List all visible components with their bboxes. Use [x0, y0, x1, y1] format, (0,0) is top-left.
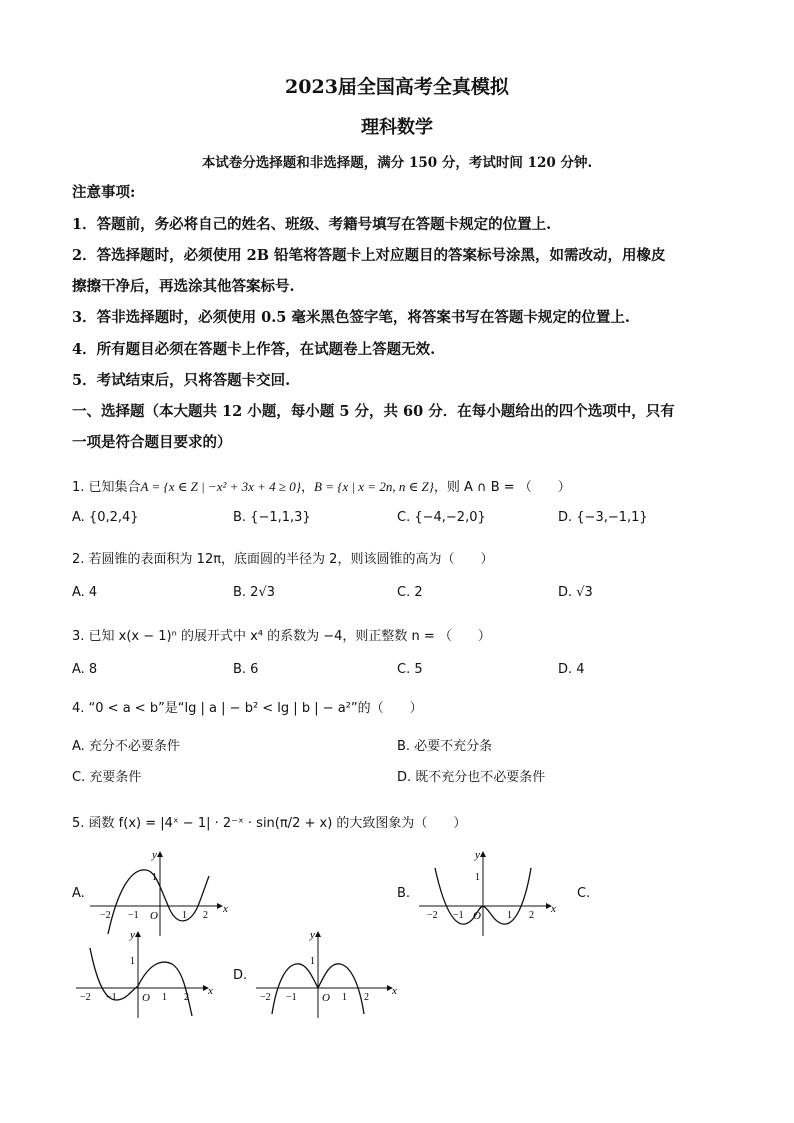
- option-b: B. 必要不充分条: [397, 739, 493, 754]
- option-b: B. 2√3: [233, 585, 276, 600]
- notice-item: 1．答题前，务必将自己的姓名、班级、考籍号填写在答题卡规定的位置上.: [72, 216, 552, 233]
- y-label: y: [475, 849, 480, 861]
- option-c: C. 2: [397, 585, 423, 600]
- question-1-prefix: 1. 已知集合: [72, 480, 141, 495]
- option-a: A. 4: [72, 585, 98, 600]
- x-tick-label: −1: [106, 992, 117, 1003]
- y-tick-label: 1: [475, 872, 480, 883]
- x-tick-label: 1: [162, 992, 167, 1003]
- x-tick-label: 2: [184, 992, 189, 1003]
- y-label: y: [152, 849, 157, 861]
- origin-label: O: [150, 910, 158, 922]
- y-tick-label: 1: [130, 956, 135, 967]
- graph-d: [252, 928, 402, 1020]
- x-tick-label: 1: [182, 910, 187, 921]
- origin-label: O: [142, 992, 150, 1004]
- x-label: x: [223, 903, 228, 915]
- graph-c: [72, 928, 217, 1020]
- notice-item: 4．所有题目必须在答题卡上作答，在试题卷上答题无效.: [72, 341, 436, 358]
- option-b: B. {−1,1,3}: [233, 510, 311, 525]
- option-a: A. 充分不必要条件: [72, 739, 180, 754]
- notice-item: 擦擦干净后，再选涂其他答案标号.: [72, 278, 295, 295]
- question-2-stem: 2. 若圆锥的表面积为 12π，底面圆的半径为 2，则该圆锥的高为（ ）: [72, 552, 494, 567]
- option-a: A. 8: [72, 662, 98, 677]
- option-a: A.: [72, 886, 85, 901]
- section-heading-cont: 一项是符合题目要求的）: [72, 434, 232, 451]
- x-tick-label: 1: [507, 910, 512, 921]
- x-tick-label: 2: [529, 910, 534, 921]
- curve: [90, 948, 192, 1016]
- x-label: x: [392, 985, 397, 997]
- x-tick-label: −2: [260, 992, 271, 1003]
- separator: ，: [301, 480, 315, 495]
- option-c: C. 5: [397, 662, 423, 677]
- question-4-stem: 4. “0 < a < b”是“lg | a | − b² < lg | b | − a²”的（ ）: [72, 701, 423, 716]
- x-tick-label: −2: [80, 992, 91, 1003]
- option-c: C. 充要条件: [72, 770, 142, 785]
- notice-item: 3．答非选择题时，必须使用 0.5 毫米黑色签字笔，将答案书写在答题卡规定的位置上.: [72, 309, 630, 326]
- exam-subject: 理科数学: [361, 117, 433, 138]
- set-b: B = {x | x = 2n, n ∈ Z}: [314, 479, 434, 494]
- x-tick-label: −2: [427, 910, 438, 921]
- graph-b: [415, 848, 560, 938]
- section-heading: 一、选择题（本大题共 12 小题，每小题 5 分，共 60 分．在每小题给出的四个选项中，只有: [72, 403, 675, 420]
- option-d: D. 既不充分也不必要条件: [397, 770, 546, 785]
- question-5-stem: 5. 函数 f(x) = |4ˣ − 1| · 2⁻ˣ · sin(π/2 + x) 的大致图象为（ ）: [72, 816, 467, 831]
- x-label: x: [208, 985, 213, 997]
- curve: [108, 870, 209, 934]
- question-3-stem: 3. 已知 x(x − 1)ⁿ 的展开式中 x⁴ 的系数为 −4，则正整数 n = （ ）: [72, 629, 491, 644]
- graph-a: [90, 848, 230, 938]
- notice-item: 5．考试结束后，只将答题卡交回.: [72, 372, 291, 389]
- question-1-stem: [72, 476, 571, 495]
- notice-item: 2．答选择题时，必须使用 2B 铅笔将答题卡上对应题目的答案标号涂黑，如需改动，用橡皮: [72, 247, 666, 264]
- x-label: x: [551, 903, 556, 915]
- exam-note: 本试卷分选择题和非选择题，满分 150 分，考试时间 120 分钟.: [201, 155, 593, 171]
- option-b: B. 6: [233, 662, 259, 677]
- option-d: D.: [233, 968, 248, 983]
- set-a: A = {x ∈ Z | −x² + 3x + 4 ≥ 0}: [140, 479, 302, 494]
- option-d: D. √3: [558, 585, 593, 600]
- x-tick-label: −2: [100, 910, 111, 921]
- option-a: A. {0,2,4}: [72, 510, 139, 525]
- x-tick-label: 1: [342, 992, 347, 1003]
- y-tick-label: 1: [310, 956, 315, 967]
- notices-heading: 注意事项:: [72, 184, 136, 201]
- x-tick-label: −1: [128, 910, 139, 921]
- y-label: y: [310, 929, 315, 941]
- option-b: B.: [397, 886, 411, 901]
- x-tick-label: 2: [203, 910, 208, 921]
- origin-label: O: [322, 992, 330, 1004]
- x-tick-label: −1: [453, 910, 464, 921]
- option-d: D. {−3,−1,1}: [558, 510, 648, 525]
- y-tick-label: 1: [152, 872, 157, 883]
- option-c: C. {−4,−2,0}: [397, 510, 486, 525]
- option-c: C.: [577, 886, 591, 901]
- exam-title: 2023届全国高考全真模拟: [285, 76, 509, 98]
- origin-label: O: [473, 910, 481, 922]
- y-label: y: [130, 929, 135, 941]
- option-d: D. 4: [558, 662, 585, 677]
- question-1-suffix: ，则 A ∩ B = （ ）: [433, 480, 571, 495]
- x-tick-label: −1: [286, 992, 297, 1003]
- x-tick-label: 2: [364, 992, 369, 1003]
